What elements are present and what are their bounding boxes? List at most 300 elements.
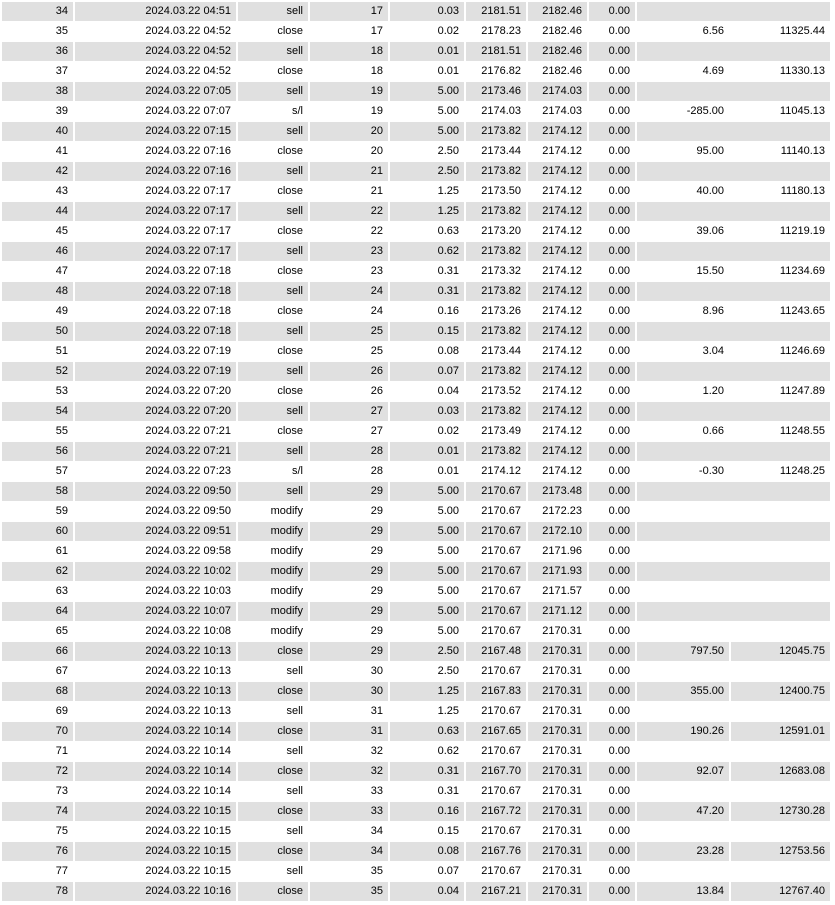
cell-price: 2174.03 — [481, 105, 521, 117]
cell-takeprofit: 0.00 — [589, 282, 635, 301]
cell-size: 5.00 — [390, 522, 464, 541]
cell-type: close — [277, 25, 303, 37]
cell-time: 2024.03.22 07:15 — [75, 122, 236, 141]
cell-stoploss: 2174.03 — [542, 105, 582, 117]
cell-price: 2178.23 — [481, 25, 521, 37]
cell-type: modify — [238, 602, 308, 621]
cell-stoploss: 2172.23 — [542, 505, 582, 517]
cell-order: 28 — [310, 442, 388, 461]
cell-profit: 95.00 — [696, 145, 724, 157]
cell-stoploss: 2170.31 — [542, 665, 582, 677]
cell-time: 2024.03.22 10:15 — [75, 802, 236, 821]
cell-order: 29 — [310, 482, 388, 501]
cell-time: 2024.03.22 10:13 — [75, 642, 236, 661]
cell-row-number: 38 — [2, 82, 73, 101]
cell-size: 0.03 — [390, 2, 464, 21]
cell-size: 2.50 — [390, 642, 464, 661]
table-row — [2, 222, 830, 241]
cell-row-number: 41 — [55, 145, 68, 157]
cell-size: 2.50 — [437, 665, 459, 677]
cell-row-number: 47 — [55, 265, 68, 277]
cell-takeprofit: 0.00 — [589, 562, 635, 581]
cell-profit-balance — [637, 822, 830, 841]
cell-order: 32 — [370, 745, 383, 757]
cell-size: 0.07 — [437, 865, 459, 877]
cell-price: 2173.44 — [481, 145, 521, 157]
cell-profit: 23.28 — [637, 842, 729, 861]
cell-price: 2173.82 — [466, 242, 526, 261]
cell-type: sell — [238, 482, 308, 501]
cell-row-number: 69 — [55, 705, 68, 717]
cell-stoploss: 2182.46 — [542, 65, 582, 77]
table-row — [2, 362, 830, 381]
cell-row-number: 42 — [2, 162, 73, 181]
cell-price: 2173.82 — [466, 402, 526, 421]
cell-profit-balance — [637, 2, 830, 21]
cell-takeprofit: 0.00 — [589, 602, 635, 621]
table-row — [2, 242, 830, 261]
cell-profit-balance — [637, 242, 830, 261]
cell-stoploss: 2174.12 — [542, 465, 582, 477]
cell-size: 0.31 — [390, 282, 464, 301]
table-row — [2, 782, 830, 801]
cell-stoploss: 2174.12 — [528, 122, 587, 141]
cell-balance: 11247.89 — [779, 385, 825, 397]
cell-time: 2024.03.22 07:20 — [75, 402, 236, 421]
cell-profit-balance — [637, 622, 830, 641]
cell-stoploss: 2174.12 — [542, 345, 582, 357]
table-row — [2, 162, 830, 181]
cell-profit: 190.26 — [637, 722, 729, 741]
table-row — [2, 202, 830, 221]
cell-row-number: 58 — [2, 482, 73, 501]
cell-order: 25 — [310, 322, 388, 341]
cell-type: sell — [238, 42, 308, 61]
cell-order: 35 — [310, 882, 388, 901]
cell-type: sell — [238, 362, 308, 381]
cell-takeprofit: 0.00 — [589, 122, 635, 141]
cell-time: 2024.03.22 07:18 — [75, 282, 236, 301]
cell-row-number: 60 — [2, 522, 73, 541]
cell-balance: 11243.65 — [779, 305, 825, 317]
cell-price: 2167.65 — [466, 722, 526, 741]
cell-type: close — [277, 265, 303, 277]
cell-time: 2024.03.22 04:51 — [75, 2, 236, 21]
cell-price: 2167.83 — [466, 682, 526, 701]
cell-takeprofit: 0.00 — [608, 465, 630, 477]
cell-order: 29 — [310, 522, 388, 541]
cell-type: modify — [270, 625, 303, 637]
cell-time: 2024.03.22 07:23 — [145, 465, 231, 477]
cell-order: 23 — [310, 242, 388, 261]
cell-order: 34 — [310, 842, 388, 861]
table-row — [2, 622, 830, 641]
cell-time: 2024.03.22 10:13 — [145, 665, 231, 677]
cell-profit: 13.84 — [637, 882, 729, 901]
cell-order: 21 — [310, 162, 388, 181]
cell-takeprofit: 0.00 — [589, 202, 635, 221]
cell-time: 2024.03.22 07:17 — [75, 202, 236, 221]
cell-row-number: 35 — [55, 25, 68, 37]
cell-balance: 11248.25 — [779, 465, 825, 477]
cell-stoploss: 2182.46 — [528, 2, 587, 21]
cell-takeprofit: 0.00 — [608, 145, 630, 157]
cell-profit-balance — [637, 202, 830, 221]
cell-time: 2024.03.22 07:21 — [145, 425, 231, 437]
cell-takeprofit: 0.00 — [608, 665, 630, 677]
cell-type: sell — [238, 82, 308, 101]
cell-time: 2024.03.22 10:15 — [75, 842, 236, 861]
cell-profit: 15.50 — [696, 265, 724, 277]
cell-type: s/l — [292, 465, 303, 477]
cell-price: 2173.49 — [481, 425, 521, 437]
cell-profit-balance — [637, 362, 830, 381]
cell-type: sell — [286, 665, 303, 677]
cell-type: s/l — [292, 105, 303, 117]
cell-type: modify — [238, 562, 308, 581]
cell-size: 0.02 — [437, 25, 459, 37]
cell-takeprofit: 0.00 — [608, 745, 630, 757]
cell-size: 5.00 — [437, 505, 459, 517]
cell-takeprofit: 0.00 — [608, 185, 630, 197]
cell-type: close — [238, 762, 308, 781]
cell-size: 5.00 — [390, 562, 464, 581]
cell-order: 24 — [370, 305, 383, 317]
cell-time: 2024.03.22 09:50 — [145, 505, 231, 517]
cell-profit: 6.56 — [702, 25, 724, 37]
cell-size: 0.01 — [390, 442, 464, 461]
cell-time: 2024.03.22 10:14 — [145, 785, 231, 797]
cell-row-number: 65 — [55, 625, 68, 637]
cell-order: 20 — [310, 122, 388, 141]
cell-type: sell — [286, 745, 303, 757]
cell-price: 2173.50 — [481, 185, 521, 197]
cell-order: 29 — [310, 642, 388, 661]
cell-takeprofit: 0.00 — [589, 42, 635, 61]
cell-balance: 12045.75 — [731, 642, 830, 661]
cell-row-number: 64 — [2, 602, 73, 621]
cell-order: 21 — [370, 185, 383, 197]
cell-profit-balance — [637, 862, 830, 881]
cell-profit: -0.30 — [698, 465, 724, 477]
cell-stoploss: 2174.12 — [528, 242, 587, 261]
cell-time: 2024.03.22 10:07 — [75, 602, 236, 621]
table-row — [2, 42, 830, 61]
cell-profit-balance — [637, 322, 830, 341]
cell-type: sell — [286, 865, 303, 877]
cell-price: 2170.67 — [481, 585, 521, 597]
cell-row-number: 49 — [55, 305, 68, 317]
cell-type: modify — [270, 505, 303, 517]
cell-price: 2174.12 — [481, 465, 521, 477]
cell-time: 2024.03.22 10:15 — [145, 825, 231, 837]
cell-profit-balance — [637, 562, 830, 581]
cell-type: sell — [286, 785, 303, 797]
cell-row-number: 52 — [2, 362, 73, 381]
cell-type: sell — [238, 322, 308, 341]
cell-order: 23 — [370, 265, 383, 277]
cell-price: 2170.67 — [481, 665, 521, 677]
cell-type: close — [277, 65, 303, 77]
table-row — [2, 502, 830, 521]
cell-size: 5.00 — [437, 105, 459, 117]
cell-takeprofit: 0.00 — [589, 682, 635, 701]
cell-time: 2024.03.22 07:16 — [75, 162, 236, 181]
cell-takeprofit: 0.00 — [589, 722, 635, 741]
cell-row-number: 63 — [55, 585, 68, 597]
table-row — [2, 742, 830, 761]
cell-size: 0.31 — [437, 785, 459, 797]
cell-takeprofit: 0.00 — [608, 825, 630, 837]
cell-balance: 12591.01 — [731, 722, 830, 741]
cell-profit-balance — [637, 442, 830, 461]
cell-time: 2024.03.22 10:13 — [145, 705, 231, 717]
cell-size: 1.25 — [390, 202, 464, 221]
cell-stoploss: 2182.46 — [542, 25, 582, 37]
cell-price: 2170.67 — [466, 522, 526, 541]
cell-time: 2024.03.22 10:15 — [145, 865, 231, 877]
cell-price: 2173.82 — [466, 282, 526, 301]
table-row — [2, 642, 830, 661]
cell-row-number: 77 — [55, 865, 68, 877]
cell-order: 22 — [310, 202, 388, 221]
cell-size: 0.16 — [390, 802, 464, 821]
cell-time: 2024.03.22 07:20 — [145, 385, 231, 397]
cell-balance: 11330.13 — [779, 65, 825, 77]
cell-takeprofit: 0.00 — [589, 442, 635, 461]
cell-price: 2170.67 — [466, 482, 526, 501]
cell-order: 19 — [310, 82, 388, 101]
cell-size: 2.50 — [437, 145, 459, 157]
cell-stoploss: 2174.12 — [542, 265, 582, 277]
cell-price: 2167.48 — [466, 642, 526, 661]
table-row — [2, 322, 830, 341]
cell-balance: 11234.69 — [779, 265, 825, 277]
cell-price: 2170.67 — [481, 705, 521, 717]
cell-row-number: 71 — [55, 745, 68, 757]
cell-row-number: 75 — [55, 825, 68, 837]
cell-size: 1.25 — [390, 682, 464, 701]
table-row — [2, 82, 830, 101]
cell-profit-balance — [637, 522, 830, 541]
cell-takeprofit: 0.00 — [608, 345, 630, 357]
cell-row-number: 53 — [55, 385, 68, 397]
cell-profit-balance — [637, 742, 830, 761]
cell-order: 31 — [370, 705, 383, 717]
cell-takeprofit: 0.00 — [608, 265, 630, 277]
cell-takeprofit: 0.00 — [589, 482, 635, 501]
cell-takeprofit: 0.00 — [608, 705, 630, 717]
cell-profit: 47.20 — [637, 802, 729, 821]
cell-row-number: 43 — [55, 185, 68, 197]
table-row — [2, 662, 830, 681]
cell-price: 2173.26 — [481, 305, 521, 317]
cell-size: 5.00 — [390, 122, 464, 141]
cell-row-number: 34 — [2, 2, 73, 21]
cell-time: 2024.03.22 07:21 — [75, 442, 236, 461]
cell-profit: 355.00 — [637, 682, 729, 701]
cell-type: close — [277, 425, 303, 437]
cell-balance: 11248.55 — [779, 425, 825, 437]
cell-order: 22 — [370, 225, 383, 237]
cell-order: 27 — [370, 425, 383, 437]
cell-takeprofit: 0.00 — [608, 25, 630, 37]
cell-profit-balance — [637, 702, 830, 721]
table-row — [2, 382, 830, 401]
cell-type: sell — [286, 705, 303, 717]
cell-time: 2024.03.22 07:07 — [145, 105, 231, 117]
cell-balance: 11045.13 — [779, 105, 825, 117]
cell-order: 26 — [370, 385, 383, 397]
cell-balance: 12683.08 — [731, 762, 830, 781]
cell-time: 2024.03.22 10:03 — [145, 585, 231, 597]
cell-type: modify — [270, 585, 303, 597]
cell-stoploss: 2174.12 — [542, 145, 582, 157]
cell-stoploss: 2170.31 — [528, 882, 587, 901]
cell-takeprofit: 0.00 — [608, 425, 630, 437]
cell-size: 2.50 — [390, 162, 464, 181]
cell-size: 5.00 — [437, 585, 459, 597]
cell-order: 33 — [310, 802, 388, 821]
cell-time: 2024.03.22 07:18 — [75, 322, 236, 341]
cell-takeprofit: 0.00 — [589, 82, 635, 101]
cell-balance: 12400.75 — [731, 682, 830, 701]
cell-price: 2170.67 — [466, 562, 526, 581]
cell-row-number: 45 — [55, 225, 68, 237]
cell-balance: 11180.13 — [780, 185, 825, 197]
cell-price: 2170.67 — [481, 785, 521, 797]
cell-row-number: 57 — [55, 465, 68, 477]
cell-time: 2024.03.22 04:52 — [145, 65, 231, 77]
backtest-report-page — [0, 1, 835, 905]
cell-takeprofit: 0.00 — [608, 305, 630, 317]
cell-order: 29 — [370, 505, 383, 517]
cell-order: 29 — [310, 562, 388, 581]
cell-type: close — [277, 305, 303, 317]
table-row — [2, 462, 830, 481]
cell-size: 0.15 — [390, 322, 464, 341]
cell-time: 2024.03.22 07:16 — [145, 145, 231, 157]
cell-price: 2173.82 — [466, 122, 526, 141]
cell-type: close — [238, 682, 308, 701]
cell-row-number: 62 — [2, 562, 73, 581]
cell-size: 0.15 — [437, 825, 459, 837]
cell-order: 29 — [310, 602, 388, 621]
table-row — [2, 262, 830, 281]
cell-price: 2167.70 — [466, 762, 526, 781]
cell-size: 5.00 — [437, 625, 459, 637]
cell-size: 0.31 — [390, 762, 464, 781]
cell-time: 2024.03.22 07:17 — [145, 225, 231, 237]
cell-size: 0.01 — [390, 42, 464, 61]
cell-size: 0.62 — [437, 745, 459, 757]
cell-type: close — [277, 345, 303, 357]
cell-takeprofit: 0.00 — [589, 2, 635, 21]
cell-order: 32 — [310, 762, 388, 781]
cell-row-number: 54 — [2, 402, 73, 421]
cell-type: sell — [238, 2, 308, 21]
cell-price: 2173.82 — [466, 202, 526, 221]
cell-price: 2173.82 — [466, 442, 526, 461]
cell-type: sell — [238, 282, 308, 301]
cell-stoploss: 2170.31 — [542, 625, 582, 637]
cell-row-number: 73 — [55, 785, 68, 797]
table-row — [2, 142, 830, 161]
cell-time: 2024.03.22 10:08 — [145, 625, 231, 637]
cell-size: 0.16 — [437, 305, 459, 317]
cell-row-number: 76 — [2, 842, 73, 861]
cell-time: 2024.03.22 09:58 — [145, 545, 231, 557]
table-row — [2, 522, 830, 541]
cell-type: close — [238, 842, 308, 861]
cell-order: 27 — [310, 402, 388, 421]
cell-time: 2024.03.22 04:52 — [145, 25, 231, 37]
cell-time: 2024.03.22 07:18 — [145, 265, 231, 277]
cell-row-number: 40 — [2, 122, 73, 141]
cell-stoploss: 2170.31 — [528, 722, 587, 741]
cell-price: 2167.72 — [466, 802, 526, 821]
cell-time: 2024.03.22 10:13 — [75, 682, 236, 701]
cell-time: 2024.03.22 07:19 — [145, 345, 231, 357]
cell-stoploss: 2174.12 — [542, 225, 582, 237]
cell-time: 2024.03.22 09:51 — [75, 522, 236, 541]
cell-time: 2024.03.22 10:14 — [145, 745, 231, 757]
cell-price: 2176.82 — [481, 65, 521, 77]
cell-order: 35 — [370, 865, 383, 877]
cell-price: 2170.67 — [481, 625, 521, 637]
cell-row-number: 68 — [2, 682, 73, 701]
cell-type: sell — [238, 402, 308, 421]
cell-order: 20 — [370, 145, 383, 157]
cell-profit-balance — [637, 482, 830, 501]
cell-type: close — [277, 385, 303, 397]
cell-row-number: 59 — [55, 505, 68, 517]
cell-price: 2173.82 — [466, 362, 526, 381]
cell-type: modify — [270, 545, 303, 557]
cell-balance: 11246.69 — [779, 345, 825, 357]
table-row — [2, 842, 830, 861]
cell-stoploss: 2182.46 — [528, 42, 587, 61]
cell-type: sell — [286, 825, 303, 837]
cell-balance: 11325.44 — [779, 25, 825, 37]
cell-type: sell — [238, 202, 308, 221]
cell-order: 25 — [370, 345, 383, 357]
table-row — [2, 802, 830, 821]
cell-takeprofit: 0.00 — [589, 882, 635, 901]
cell-balance: 12753.56 — [731, 842, 830, 861]
cell-time: 2024.03.22 07:17 — [75, 242, 236, 261]
cell-time: 2024.03.22 10:14 — [75, 762, 236, 781]
cell-stoploss: 2170.31 — [542, 785, 582, 797]
cell-row-number: 56 — [2, 442, 73, 461]
cell-stoploss: 2174.12 — [528, 362, 587, 381]
cell-stoploss: 2174.12 — [528, 162, 587, 181]
cell-time: 2024.03.22 07:17 — [145, 185, 231, 197]
table-row — [2, 762, 830, 781]
cell-profit-balance — [637, 502, 830, 521]
cell-type: sell — [238, 122, 308, 141]
cell-order: 17 — [370, 25, 383, 37]
cell-stoploss: 2170.31 — [528, 682, 587, 701]
cell-profit: 40.00 — [696, 185, 724, 197]
cell-type: close — [277, 145, 303, 157]
cell-order: 18 — [310, 42, 388, 61]
table-row — [2, 602, 830, 621]
cell-stoploss: 2174.12 — [542, 305, 582, 317]
cell-profit: 39.06 — [696, 225, 724, 237]
cell-profit-balance — [637, 662, 830, 681]
cell-profit: 0.66 — [702, 425, 724, 437]
